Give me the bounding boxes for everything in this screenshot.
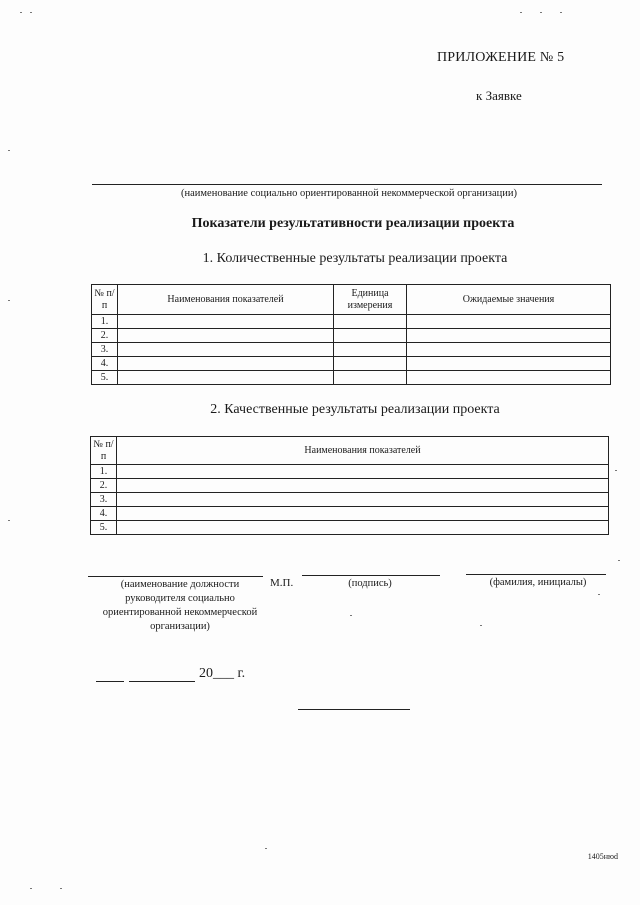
expected-cell[interactable] [407,357,611,371]
date-day-line [96,681,124,682]
expected-cell[interactable] [407,329,611,343]
unit-cell[interactable] [334,315,407,329]
table-row [91,493,609,507]
qualitative-results-table [90,436,609,535]
indicator-cell[interactable] [117,493,609,507]
column-header-unit: Единица измерения [334,285,407,315]
position-caption: (наименование должности руководителя социально ориентированной некоммерческой организации) [102,579,258,632]
table-row [92,315,611,329]
name-line [466,574,606,575]
expected-cell[interactable] [407,371,611,385]
name-caption: (фамилия, инициалы) [489,577,587,588]
stamp-label: М.П. [270,577,294,589]
quantitative-results-table [91,284,611,385]
expected-cell[interactable] [407,343,611,357]
row-number: 5. [91,521,117,535]
table-row [92,357,611,371]
row-number: 4. [92,357,118,371]
table-row [91,465,609,479]
indicator-cell[interactable] [118,343,334,357]
row-number: 3. [92,343,118,357]
table-row [91,479,609,493]
row-number: 3. [91,493,117,507]
signature-caption: (подпись) [348,578,392,589]
date-month-line [129,681,195,682]
signature-line [302,575,440,576]
date-year: 20___ г. [199,666,246,681]
document-code: 1405нюd [587,852,618,861]
row-number: 4. [91,507,117,521]
unit-cell[interactable] [334,329,407,343]
unit-cell[interactable] [334,343,407,357]
column-header-expected: Ожидаемые значения [407,285,611,315]
section2-title: 2. Качественные результаты реализации проекта [210,402,500,417]
row-number: 2. [92,329,118,343]
column-header-number: № п/п [91,437,117,465]
indicator-cell[interactable] [118,315,334,329]
unit-cell[interactable] [334,371,407,385]
table-row [92,329,611,343]
org-caption: (наименование социально ориентированной некоммерческой организации) [181,188,517,199]
indicator-cell[interactable] [117,479,609,493]
org-name-line [92,184,602,185]
indicator-cell[interactable] [118,371,334,385]
table-row [91,507,609,521]
column-header-indicator: Наименования показателей [117,437,609,465]
unit-cell[interactable] [334,357,407,371]
row-number: 1. [91,465,117,479]
indicator-cell[interactable] [117,465,609,479]
table-row [92,343,611,357]
indicator-cell[interactable] [117,521,609,535]
row-number: 2. [91,479,117,493]
position-line [88,576,263,577]
row-number: 5. [92,371,118,385]
appendix-subtitle: к Заявке [476,88,522,103]
table-row [91,521,609,535]
indicator-cell[interactable] [118,357,334,371]
main-title: Показатели результативности реализации проекта [191,216,515,231]
appendix-title: ПРИЛОЖЕНИЕ № 5 [437,50,565,65]
indicator-cell[interactable] [118,329,334,343]
column-header-number: № п/п [92,285,118,315]
bottom-line [298,709,410,710]
column-header-indicator: Наименования показателей [118,285,334,315]
indicator-cell[interactable] [117,507,609,521]
section1-title: 1. Количественные результаты реализации проекта [202,251,508,266]
expected-cell[interactable] [407,315,611,329]
table-row [92,371,611,385]
row-number: 1. [92,315,118,329]
